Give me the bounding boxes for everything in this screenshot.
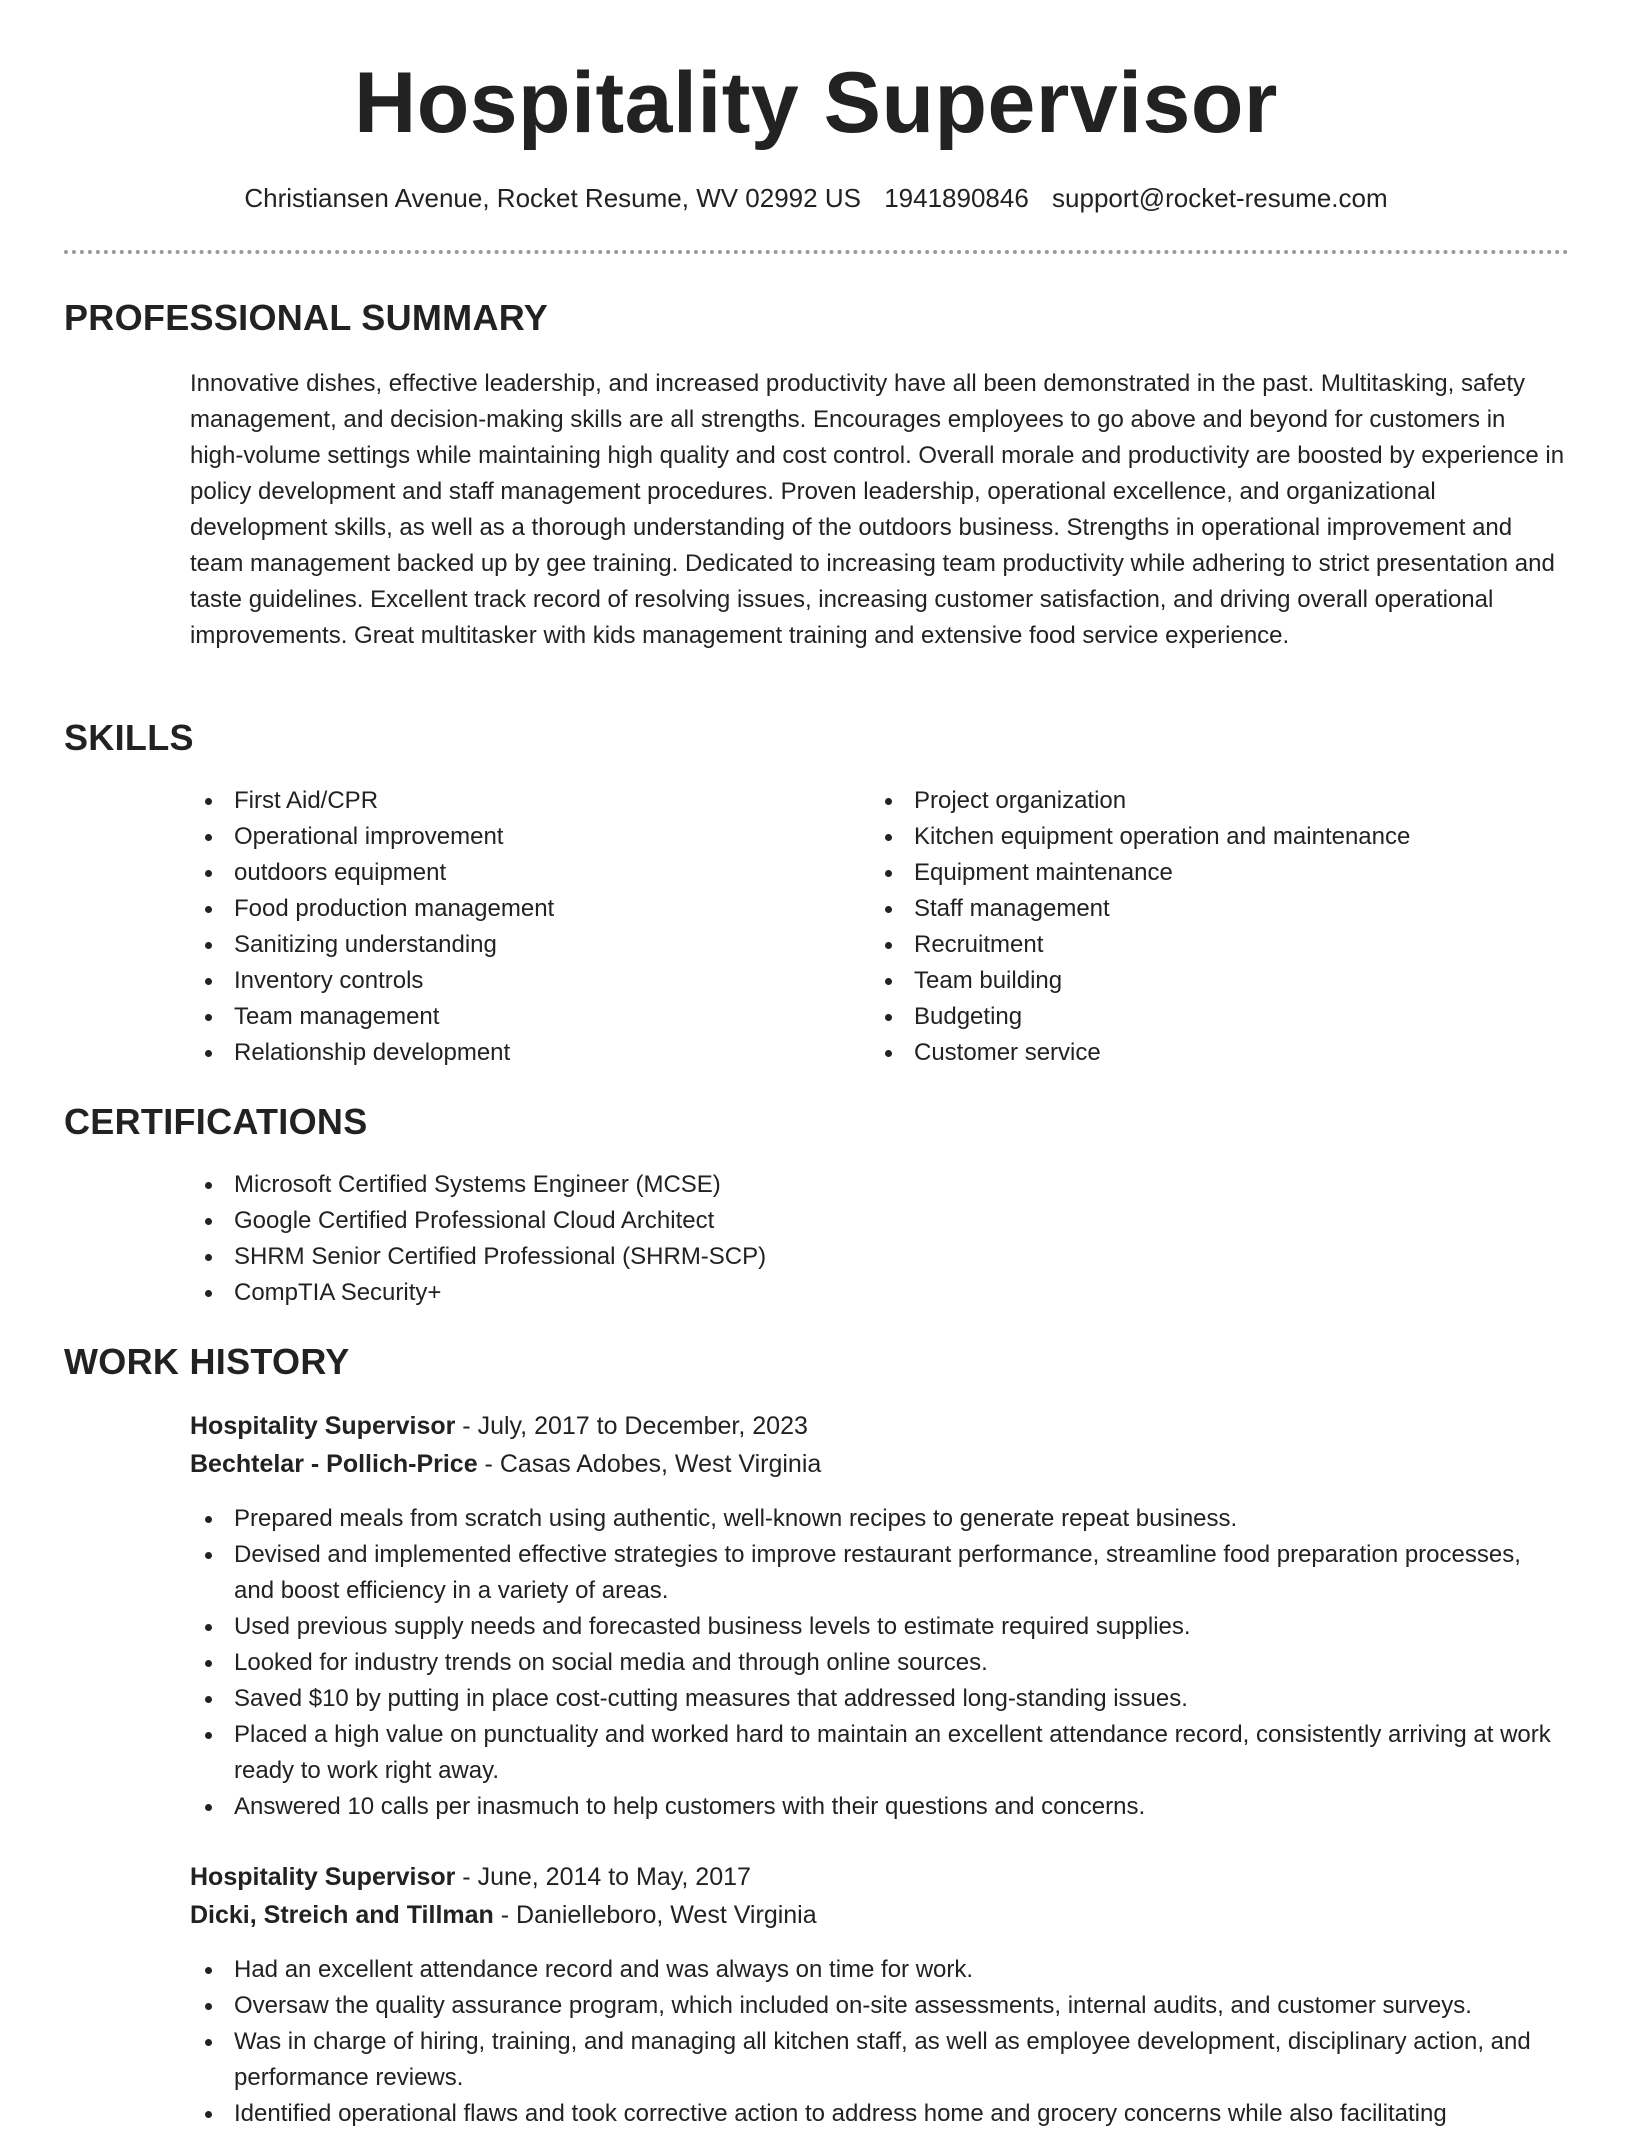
job-bullet: Identified operational flaws and took corrective action to address home and grocery concerns while also facilitating [190, 2096, 1565, 2132]
skill-item: Kitchen equipment operation and maintenance [870, 819, 1570, 855]
job-bullet: Prepared meals from scratch using authentic, well-known recipes to generate repeat business. [190, 1501, 1565, 1537]
skill-item: Inventory controls [190, 963, 830, 999]
job-title: Hospitality Supervisor [190, 1863, 456, 1891]
job-location: - Casas Adobes, West Virginia [477, 1450, 822, 1478]
job-location: - Danielleboro, West Virginia [493, 1901, 817, 1929]
job-bullet: Had an excellent attendance record and was always on time for work. [190, 1952, 1565, 1988]
skill-item: Team management [190, 999, 830, 1035]
skill-item: First Aid/CPR [190, 783, 830, 819]
certifications-list [190, 1167, 1565, 1311]
resume-name: Hospitality Supervisor [354, 55, 1278, 151]
work-history-heading: WORK HISTORY [64, 1341, 350, 1382]
skills-list-left [190, 783, 830, 1071]
job-bullets [190, 1501, 1565, 1825]
skill-item: Staff management [870, 891, 1570, 927]
job-company: Bechtelar - Pollich-Price [190, 1450, 478, 1478]
skill-item: Customer service [870, 1035, 1570, 1071]
job-title-line [190, 1858, 751, 1896]
skill-item: Budgeting [870, 999, 1570, 1035]
job-bullet: Looked for industry trends on social media and through online sources. [190, 1645, 1565, 1681]
skills-heading: SKILLS [64, 717, 194, 758]
job-bullet: Saved $10 by putting in place cost-cutting measures that addressed long-standing issues. [190, 1681, 1565, 1717]
certification-item: Microsoft Certified Systems Engineer (MCSE) [190, 1167, 1565, 1203]
job-company: Dicki, Streich and Tillman [190, 1901, 494, 1929]
skill-item: Project organization [870, 783, 1570, 819]
skill-item: Equipment maintenance [870, 855, 1570, 891]
job-bullets [190, 1952, 1565, 2132]
job-bullet: Oversaw the quality assurance program, which included on-site assessments, internal audits, and customer surveys. [190, 1988, 1565, 2024]
job-bullet: Devised and implemented effective strategies to improve restaurant performance, streamline food preparation processes, and boost efficiency in a variety of areas. [190, 1537, 1565, 1609]
job-title: Hospitality Supervisor [190, 1412, 456, 1440]
job-company-line [190, 1445, 821, 1483]
contact-email: support@rocket-resume.com [1052, 183, 1388, 213]
job-dates: - July, 2017 to December, 2023 [455, 1412, 808, 1440]
skill-item: Recruitment [870, 927, 1570, 963]
skill-item: Sanitizing understanding [190, 927, 830, 963]
skill-item: outdoors equipment [190, 855, 830, 891]
skill-item: Relationship development [190, 1035, 830, 1071]
skills-list-right [870, 783, 1570, 1071]
skill-item: Operational improvement [190, 819, 830, 855]
certification-item: CompTIA Security+ [190, 1275, 1565, 1311]
job-bullet: Used previous supply needs and forecasted business levels to estimate required supplies. [190, 1609, 1565, 1645]
certification-item: Google Certified Professional Cloud Architect [190, 1203, 1565, 1239]
header-divider [64, 250, 1569, 254]
certification-item: SHRM Senior Certified Professional (SHRM-SCP) [190, 1239, 1565, 1275]
certifications-heading: CERTIFICATIONS [64, 1101, 368, 1142]
job-title-line [190, 1407, 808, 1445]
job-bullet: Placed a high value on punctuality and worked hard to maintain an excellent attendance record, consistently arriving at work ready to work right away. [190, 1717, 1565, 1789]
contact-address: Christiansen Avenue, Rocket Resume, WV 02992 US [244, 183, 861, 213]
job-company-line [190, 1896, 817, 1934]
job-dates: - June, 2014 to May, 2017 [455, 1863, 751, 1891]
skill-item: Team building [870, 963, 1570, 999]
job-bullet: Answered 10 calls per inasmuch to help customers with their questions and concerns. [190, 1789, 1565, 1825]
skill-item: Food production management [190, 891, 830, 927]
summary-text: Innovative dishes, effective leadership, and increased productivity have all been demonstrated in the past. Multitasking, safety management, and decision-making skills are all strengths. Encourages employees to go above and beyond for customers in high-volume settings while maintaining high quality and cost control. Overall morale and productivity are boosted by experience in policy development and staff management procedures. Proven leadership, operational excellence, and organizational development skills, as well as a thorough understanding of the outdoors business. Strengths in operational improvement and team management backed up by gee training. Dedicated to increasing team productivity while adhering to strict presentation and taste guidelines. Excellent track record of resolving issues, increasing customer satisfaction, and driving overall operational improvements. Great multitasker with kids management training and extensive food service experience. [190, 370, 1565, 649]
contact-line [0, 180, 1632, 216]
job-bullet: Was in charge of hiring, training, and managing all kitchen staff, as well as employee development, disciplinary action, and performance reviews. [190, 2024, 1565, 2096]
contact-phone: 1941890846 [884, 183, 1029, 213]
summary-heading: PROFESSIONAL SUMMARY [64, 297, 549, 338]
